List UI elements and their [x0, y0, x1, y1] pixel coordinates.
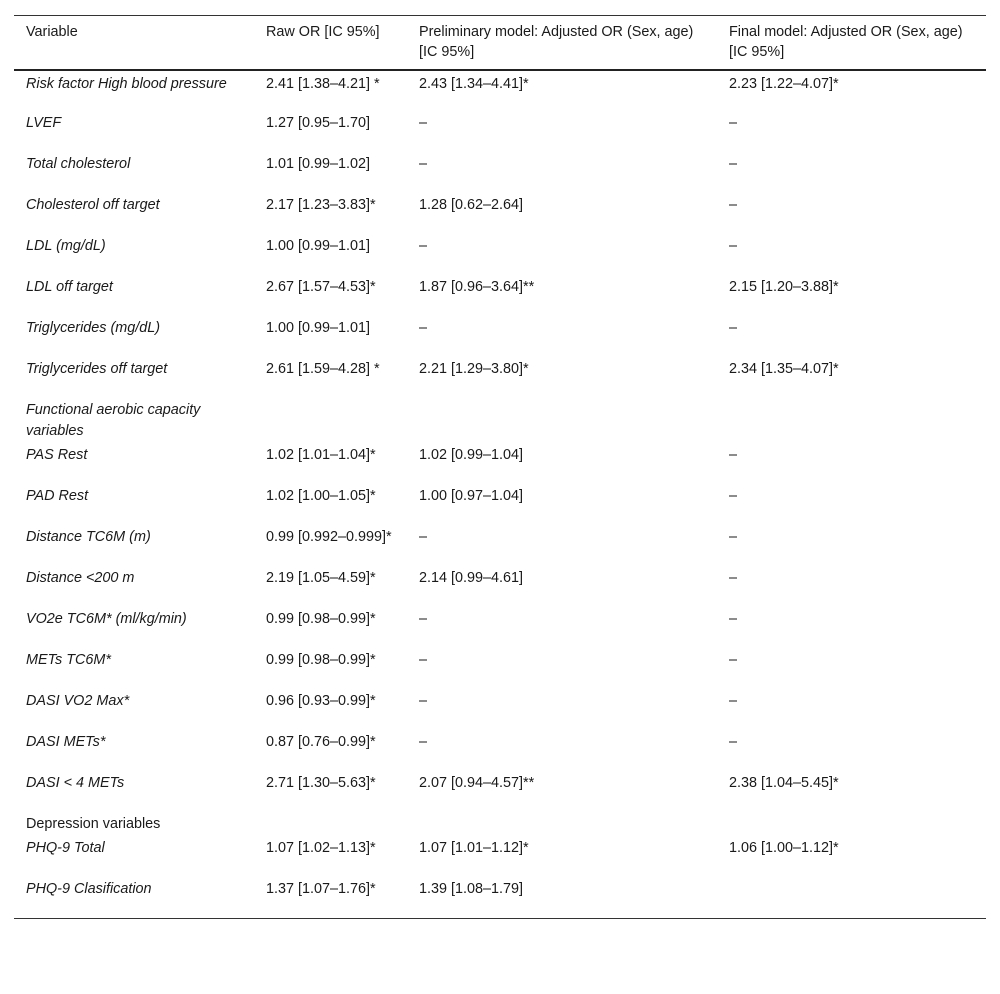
odds-ratio-table: [14, 15, 986, 919]
cell-preliminary-or: [407, 398, 717, 443]
cell-variable: LDL off target: [26, 279, 113, 295]
cell-raw-or: 2.17 [1.23–3.83]*: [266, 197, 376, 213]
cell-raw-or: 2.41 [1.38–4.21] *: [266, 76, 380, 92]
table-row: [14, 730, 986, 771]
cell-raw-or: 0.99 [0.98–0.99]*: [266, 611, 376, 627]
cell-variable: Risk factor High blood pressure: [26, 76, 227, 92]
table-header: [14, 16, 986, 71]
table-row: [14, 812, 986, 836]
cell-raw-or: 1.01 [0.99–1.02]: [266, 156, 371, 172]
cell-variable: Cholesterol off target: [26, 197, 160, 213]
cell-preliminary-or: 1.87 [0.96–3.64]**: [419, 279, 535, 295]
table-row: [14, 771, 986, 812]
cell-preliminary-or: –: [419, 156, 428, 172]
cell-preliminary-or: –: [419, 238, 428, 254]
cell-final-or: 2.38 [1.04–5.45]*: [729, 775, 839, 791]
cell-variable: PHQ-9 Total: [26, 840, 105, 856]
header-final-model: Final model: Adjusted OR (Sex, age) [IC 95%]: [729, 24, 963, 60]
cell-final-or: 1.06 [1.00–1.12]*: [729, 840, 839, 856]
cell-raw-or: 2.61 [1.59–4.28] *: [266, 361, 380, 377]
header-raw-or: Raw OR [IC 95%]: [266, 24, 380, 40]
cell-raw-or: 0.96 [0.93–0.99]*: [266, 693, 376, 709]
cell-preliminary-or: –: [419, 734, 428, 750]
table-row: [14, 398, 986, 443]
cell-preliminary-or: 2.21 [1.29–3.80]*: [419, 361, 529, 377]
table-row: [14, 275, 986, 316]
cell-final-or: –: [729, 529, 738, 545]
cell-final-or: –: [729, 611, 738, 627]
cell-variable: Distance TC6M (m): [26, 529, 151, 545]
cell-preliminary-or: [407, 812, 717, 836]
cell-final-or: –: [729, 156, 738, 172]
cell-final-or: [717, 398, 986, 443]
cell-final-or: –: [729, 447, 738, 463]
cell-raw-or: 2.67 [1.57–4.53]*: [266, 279, 376, 295]
cell-final-or: –: [729, 570, 738, 586]
table-row: [14, 357, 986, 398]
cell-final-or: –: [729, 693, 738, 709]
cell-raw-or: 0.99 [0.98–0.99]*: [266, 652, 376, 668]
cell-raw-or: 1.00 [0.99–1.01]: [266, 238, 371, 254]
cell-final-or: –: [729, 115, 738, 131]
header-variable: Variable: [26, 24, 78, 40]
cell-preliminary-or: 2.07 [0.94–4.57]**: [419, 775, 535, 791]
table-row: [14, 836, 986, 877]
cell-variable: LVEF: [26, 115, 62, 131]
table-row: [14, 877, 986, 918]
cell-preliminary-or: –: [419, 320, 428, 336]
cell-final-or: –: [729, 734, 738, 750]
cell-variable: DASI VO2 Max*: [26, 693, 130, 709]
cell-variable: Total cholesterol: [26, 156, 131, 172]
cell-preliminary-or: 1.07 [1.01–1.12]*: [419, 840, 529, 856]
table-row: [14, 484, 986, 525]
cell-preliminary-or: 1.28 [0.62–2.64]: [419, 197, 524, 213]
table-row: [14, 111, 986, 152]
cell-raw-or: 1.37 [1.07–1.76]*: [266, 881, 376, 897]
table-row: [14, 316, 986, 357]
table-row: [14, 193, 986, 234]
cell-final-or: [717, 812, 986, 836]
cell-preliminary-or: –: [419, 115, 428, 131]
cell-preliminary-or: –: [419, 611, 428, 627]
cell-raw-or: 1.02 [1.01–1.04]*: [266, 447, 376, 463]
cell-variable: DASI < 4 METs: [26, 775, 125, 791]
cell-preliminary-or: 1.39 [1.08–1.79]: [419, 881, 524, 897]
cell-preliminary-or: 1.00 [0.97–1.04]: [419, 488, 524, 504]
cell-final-or: –: [729, 320, 738, 336]
cell-raw-or: [254, 398, 407, 443]
table-row: [14, 152, 986, 193]
cell-raw-or: 1.00 [0.99–1.01]: [266, 320, 371, 336]
table-row: [14, 525, 986, 566]
header-preliminary-model: Preliminary model: Adjusted OR (Sex, age) [IC 95%]: [419, 24, 694, 60]
table-row: [14, 607, 986, 648]
cell-variable: Distance <200 m: [26, 570, 135, 586]
cell-final-or: 2.15 [1.20–3.88]*: [729, 279, 839, 295]
header-row: [14, 16, 986, 71]
cell-raw-or: 2.71 [1.30–5.63]*: [266, 775, 376, 791]
table-row: [14, 70, 986, 111]
cell-preliminary-or: 1.02 [0.99–1.04]: [419, 447, 524, 463]
table-row: [14, 648, 986, 689]
cell-raw-or: 1.02 [1.00–1.05]*: [266, 488, 376, 504]
cell-final-or: [717, 877, 986, 918]
table-row: [14, 234, 986, 275]
cell-final-or: 2.23 [1.22–4.07]*: [729, 76, 839, 92]
cell-variable: LDL (mg/dL): [26, 238, 106, 254]
cell-raw-or: 2.19 [1.05–4.59]*: [266, 570, 376, 586]
table-row: [14, 566, 986, 607]
cell-raw-or: 0.99 [0.992–0.999]*: [266, 529, 392, 545]
table-row: [14, 443, 986, 484]
cell-variable: DASI METs*: [26, 734, 106, 750]
cell-variable: Triglycerides off target: [26, 361, 168, 377]
cell-final-or: –: [729, 238, 738, 254]
cell-raw-or: 1.27 [0.95–1.70]: [266, 115, 371, 131]
cell-variable: PAD Rest: [26, 488, 89, 504]
cell-preliminary-or: 2.43 [1.34–4.41]*: [419, 76, 529, 92]
cell-variable: Triglycerides (mg/dL): [26, 320, 161, 336]
cell-raw-or: 0.87 [0.76–0.99]*: [266, 734, 376, 750]
table-row: [14, 689, 986, 730]
cell-preliminary-or: 2.14 [0.99–4.61]: [419, 570, 524, 586]
cell-variable: METs TC6M*: [26, 652, 112, 668]
cell-variable: Depression variables: [26, 816, 161, 832]
cell-preliminary-or: –: [419, 529, 428, 545]
cell-final-or: 2.34 [1.35–4.07]*: [729, 361, 839, 377]
cell-raw-or: [254, 812, 407, 836]
cell-variable: PAS Rest: [26, 447, 88, 463]
cell-final-or: –: [729, 488, 738, 504]
table-body: [14, 70, 986, 918]
cell-final-or: –: [729, 652, 738, 668]
cell-variable: Functional aerobic capacity variables: [26, 402, 201, 439]
cell-variable: VO2e TC6M* (ml/kg/min): [26, 611, 187, 627]
cell-raw-or: 1.07 [1.02–1.13]*: [266, 840, 376, 856]
results-table-container: [14, 15, 986, 919]
cell-preliminary-or: –: [419, 693, 428, 709]
cell-variable: PHQ-9 Clasification: [26, 881, 152, 897]
cell-preliminary-or: –: [419, 652, 428, 668]
cell-final-or: –: [729, 197, 738, 213]
